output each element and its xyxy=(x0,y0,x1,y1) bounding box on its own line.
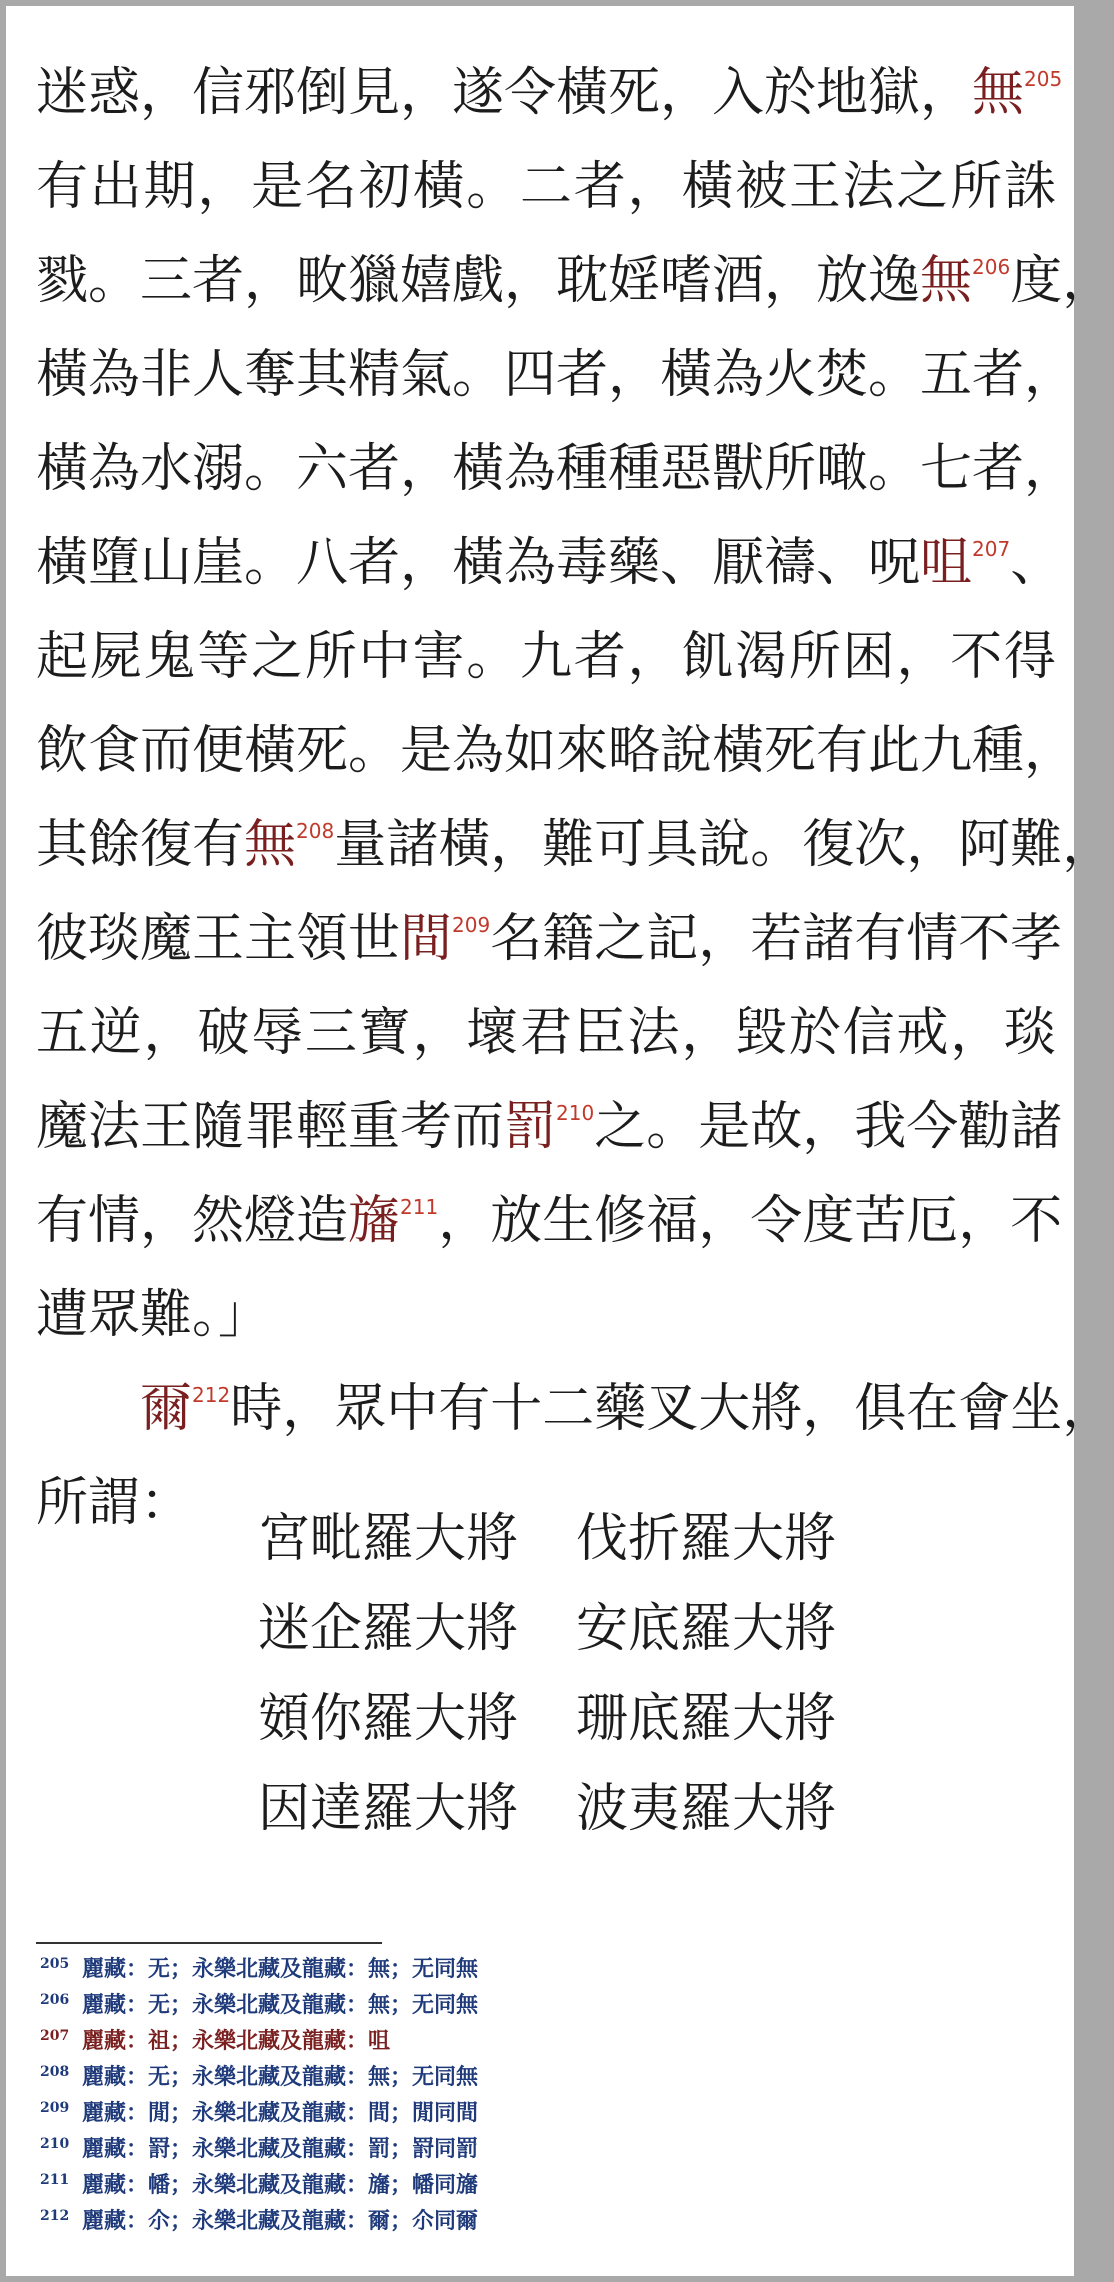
footnote-text: 麗藏：祖；永樂北藏及龍藏：咀 xyxy=(82,2028,391,2054)
text-segment: 遭眾難。」 xyxy=(36,1285,271,1345)
footnote-text: 麗藏：罸；永樂北藏及龍藏：罰；罸同罰 xyxy=(82,2136,479,2162)
footnote-reference: 211 xyxy=(400,1194,439,1219)
footnotes xyxy=(40,1952,478,2240)
variant-character: 罰 xyxy=(504,1097,557,1157)
footnote xyxy=(40,1952,478,1988)
footnote-text: 麗藏：幡；永樂北藏及龍藏：旛；幡同旛 xyxy=(82,2172,479,2198)
text-line xyxy=(36,516,1063,610)
text-segment: 魔法王隨罪輕重考而 xyxy=(36,1097,505,1157)
footnote-reference: 210 xyxy=(556,1100,595,1125)
text-segment: 橫墮山崖。八者，橫為毒藥、厭禱、呪 xyxy=(36,533,921,593)
general-name: 宮毗羅大將 xyxy=(258,1509,519,1569)
general-name: 頞你羅大將 xyxy=(258,1689,519,1749)
footnote-reference: 206 xyxy=(972,254,1011,279)
footnote xyxy=(40,2024,478,2060)
footnote-reference: 208 xyxy=(296,818,335,843)
text-line xyxy=(36,234,1114,328)
text-line xyxy=(36,422,1077,516)
variant-character: 無 xyxy=(920,251,973,311)
generals-row xyxy=(258,1496,894,1586)
text-segment: 飲食而便橫死。是為如來略說橫死有此九種， xyxy=(36,721,1077,781)
footnote-number: 205 xyxy=(40,1956,70,1972)
scripture-body xyxy=(36,46,1114,1550)
text-segment: 迷惑，信邪倒見，遂令橫死，入於地獄， xyxy=(36,63,973,123)
text-line xyxy=(36,986,1056,1080)
text-segment: 彼琰魔王主領世 xyxy=(36,909,401,969)
footnote-number: 208 xyxy=(40,2064,70,2080)
general-name: 迷企羅大將 xyxy=(258,1599,519,1659)
text-line xyxy=(36,704,1077,798)
footnote-text: 麗藏：无；永樂北藏及龍藏：無；无同無 xyxy=(82,2064,479,2090)
text-segment: 、 xyxy=(1010,533,1063,593)
text-segment: 度， xyxy=(1010,251,1114,311)
text-segment: 橫為非人奪其精氣。四者，橫為火焚。五者， xyxy=(36,345,1077,405)
text-line xyxy=(36,892,1063,986)
footnote xyxy=(40,2132,478,2168)
variant-character: 爾 xyxy=(140,1379,193,1439)
general-name: 波夷羅大將 xyxy=(576,1779,837,1839)
scripture-page xyxy=(6,6,1114,2276)
generals-row xyxy=(258,1676,894,1766)
footnote-text: 麗藏：尒；永樂北藏及龍藏：爾；尒同爾 xyxy=(82,2208,479,2234)
footnote-number: 209 xyxy=(40,2100,70,2116)
text-line xyxy=(36,328,1077,422)
general-name: 珊底羅大將 xyxy=(576,1689,837,1749)
text-segment: 時，眾中有十二藥叉大將，俱在會坐， xyxy=(230,1379,1114,1439)
footnote xyxy=(40,2168,478,2204)
footnote xyxy=(40,2060,478,2096)
text-segment: 橫為水溺。六者，橫為種種惡獸所噉。七者， xyxy=(36,439,1077,499)
text-segment: 量諸橫，難可具說。復次，阿難， xyxy=(334,815,1114,875)
footnote-text: 麗藏：无；永樂北藏及龍藏：無；无同無 xyxy=(82,1992,479,2018)
footnote xyxy=(40,2096,478,2132)
yaksha-generals-list xyxy=(258,1496,894,1856)
text-segment: 之。是故，我今勸諸 xyxy=(594,1097,1063,1157)
footnote-reference: 212 xyxy=(192,1382,231,1407)
text-segment: ，放生修福，令度苦厄，不 xyxy=(438,1191,1063,1251)
text-line xyxy=(36,140,1056,234)
footnote-reference: 205 xyxy=(1024,66,1063,91)
text-line xyxy=(36,1268,1056,1362)
footnote-separator xyxy=(36,1942,382,1944)
variant-character: 間 xyxy=(400,909,453,969)
general-name: 伐折羅大將 xyxy=(576,1509,837,1569)
footnote xyxy=(40,2204,478,2240)
variant-character: 咀 xyxy=(920,533,973,593)
text-segment: 名籍之記，若諸有情不孝 xyxy=(490,909,1063,969)
variant-character: 無 xyxy=(972,63,1025,123)
generals-row xyxy=(258,1586,894,1676)
footnote-number: 207 xyxy=(40,2028,70,2044)
text-segment: 有情，然燈造 xyxy=(36,1191,349,1251)
variant-character: 旛 xyxy=(348,1191,401,1251)
footnote xyxy=(40,1988,478,2024)
footnote-text: 麗藏：无；永樂北藏及龍藏：無；无同無 xyxy=(82,1956,479,1982)
text-segment: 有出期，是名初橫。二者，橫被王法之所誅 xyxy=(36,157,1056,217)
footnote-number: 210 xyxy=(40,2136,70,2152)
general-name: 因達羅大將 xyxy=(258,1779,519,1839)
text-segment: 戮。三者，畋獵嬉戲，耽婬嗜酒，放逸 xyxy=(36,251,921,311)
footnote-number: 211 xyxy=(40,2172,70,2188)
footnote-number: 206 xyxy=(40,1992,70,2008)
footnote-reference: 207 xyxy=(972,536,1011,561)
footnote-number: 212 xyxy=(40,2208,70,2224)
text-line xyxy=(36,1362,1114,1456)
variant-character: 無 xyxy=(244,815,297,875)
text-line xyxy=(36,1080,1063,1174)
text-line xyxy=(36,46,1063,140)
footnote-text: 麗藏：閒；永樂北藏及龍藏：間；閒同間 xyxy=(82,2100,479,2126)
text-line xyxy=(36,1174,1063,1268)
text-segment: 所謂： xyxy=(36,1473,193,1533)
text-segment: 其餘復有 xyxy=(36,815,245,875)
text-line xyxy=(36,798,1114,892)
footnote-reference: 209 xyxy=(452,912,491,937)
text-line xyxy=(36,610,1056,704)
general-name: 安底羅大將 xyxy=(576,1599,837,1659)
text-segment: 起屍鬼等之所中害。九者，飢渴所困，不得 xyxy=(36,627,1056,687)
text-segment: 五逆，破辱三寶，壞君臣法，毀於信戒，琰 xyxy=(36,1003,1056,1063)
generals-row xyxy=(258,1766,894,1856)
